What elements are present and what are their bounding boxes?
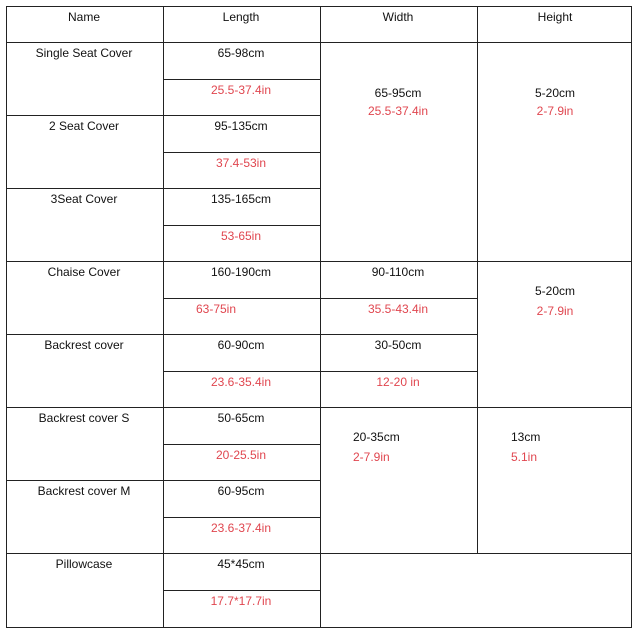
divider-name-length [163, 6, 164, 628]
seat-width-cm: 65-95cm [374, 86, 422, 100]
border-left [6, 6, 7, 628]
row-separator [6, 115, 321, 116]
header-width: Width [382, 10, 414, 24]
border-bottom [6, 627, 632, 628]
row-separator [6, 261, 632, 262]
border-right [631, 6, 632, 628]
length-subrow-separator [163, 444, 321, 445]
chaise-height-cm: 5-20cm [534, 284, 576, 298]
header-height: Height [537, 10, 573, 24]
length-cm: 135-165cm [210, 192, 272, 206]
length-in: 17.7*17.7in [210, 594, 272, 608]
backrest-width-in: 12-20 in [376, 375, 420, 389]
seat-height-in: 2-7.9in [536, 104, 574, 118]
length-cm: 50-65cm [217, 411, 265, 425]
length-subrow-separator [163, 371, 478, 372]
header-length: Length [222, 10, 260, 24]
row-name: 3Seat Cover [50, 192, 118, 206]
length-in: 25.5-37.4in [210, 83, 272, 97]
length-cm: 45*45cm [217, 557, 265, 571]
length-in: 23.6-37.4in [210, 521, 272, 535]
length-cm: 60-95cm [217, 484, 265, 498]
seat-height-cm: 5-20cm [534, 86, 576, 100]
chaise-height-in: 2-7.9in [536, 304, 574, 318]
backrest-width-cm: 30-50cm [374, 338, 422, 352]
backrest-sm-height-cm: 13cm [511, 430, 541, 444]
seat-width-in: 25.5-37.4in [367, 104, 429, 118]
row-separator [6, 188, 321, 189]
row-name: Chaise Cover [47, 265, 121, 279]
row-name: Single Seat Cover [35, 46, 133, 60]
header-bottom-border [6, 42, 632, 43]
backrest-sm-width-in: 2-7.9in [353, 450, 390, 464]
length-subrow-separator [163, 298, 478, 299]
length-subrow-separator [163, 517, 321, 518]
length-subrow-separator [163, 152, 321, 153]
chaise-width-cm: 90-110cm [371, 265, 425, 279]
length-in: 37.4-53in [215, 156, 267, 170]
length-subrow-separator [163, 79, 321, 80]
length-cm: 65-98cm [217, 46, 265, 60]
row-separator [6, 407, 632, 408]
backrest-sm-height-in: 5.1in [511, 450, 538, 464]
backrest-sm-width-cm: 20-35cm [353, 430, 400, 444]
row-name: 2 Seat Cover [48, 119, 120, 133]
length-in: 20-25.5in [215, 448, 267, 462]
row-name: Pillowcase [55, 557, 113, 571]
border-top [6, 6, 632, 7]
length-subrow-separator [163, 225, 321, 226]
length-in: 23.6-35.4in [210, 375, 272, 389]
header-name: Name [67, 10, 101, 24]
row-separator [6, 334, 478, 335]
row-separator [6, 480, 321, 481]
length-cm: 160-190cm [210, 265, 272, 279]
chaise-width-in: 35.5-43.4in [367, 302, 429, 316]
row-name: Backrest cover [44, 338, 124, 352]
divider-width-height [477, 6, 478, 554]
length-cm: 95-135cm [214, 119, 268, 133]
row-separator [6, 553, 632, 554]
row-name: Backrest cover M [37, 484, 131, 498]
length-in: 63-75in [195, 302, 237, 316]
length-subrow-separator [163, 590, 321, 591]
length-cm: 60-90cm [217, 338, 265, 352]
length-in: 53-65in [220, 229, 262, 243]
row-name: Backrest cover S [38, 411, 130, 425]
divider-length-width [320, 6, 321, 628]
